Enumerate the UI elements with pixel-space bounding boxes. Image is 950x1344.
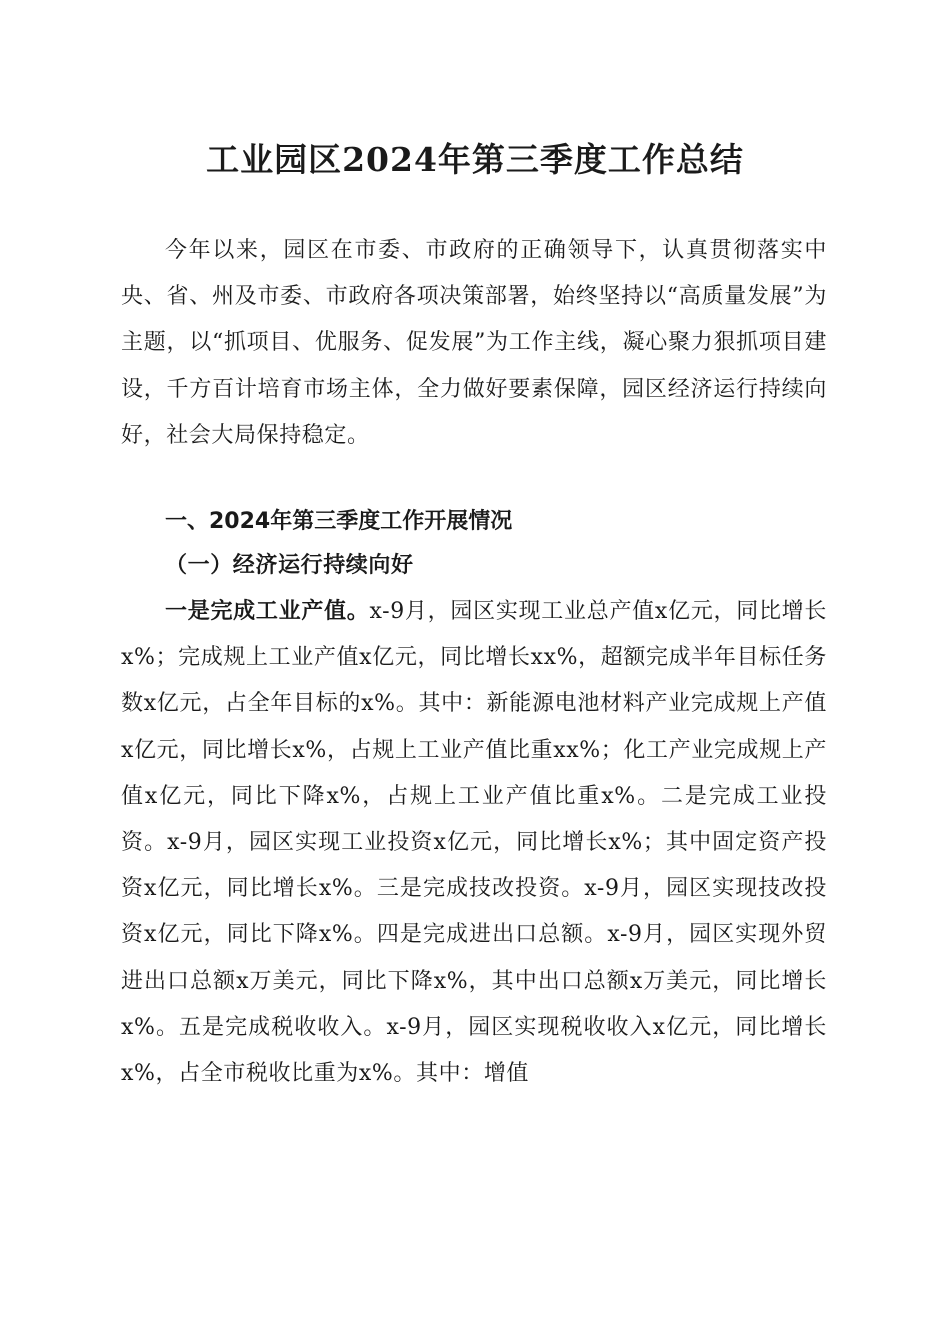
intro-paragraph: 今年以来，园区在市委、市政府的正确领导下，认真贯彻落实中央、省、州及市委、市政府各项决策部署，始终坚持以“高质量发展”为主题，以“抓项目、优服务、促发展”为工作主线，凝心聚力狠抓项目建设，千方百计培育市场主体，全力做好要素保障，园区经济运行持续向好，社会大局保持稳定。 bbox=[121, 238, 827, 448]
economy-paragraph bbox=[121, 588, 827, 1097]
subsection-heading: （一）经济运行持续向好 bbox=[165, 552, 414, 578]
section-heading: 一、2024年第三季度工作开展情况 bbox=[165, 509, 513, 534]
document-title: 工业园区2024年第三季度工作总结 bbox=[206, 140, 744, 179]
paragraph-body: x-9月，园区实现工业总产值x亿元，同比增长x%；完成规上工业产值x亿元，同比增长xx%，超额完成半年目标任务数x亿元，占全年目标的x%。其中：新能源电池材料产业完成规上产值x亿元，同比增长x%，占规上工业产值比重xx%；化工产业完成规上产值x亿元，同比下降x%，占规上工业产值比重x%。二是完成工业投资。x-9月，园区实现工业投资x亿元，同比增长x%；其中固定资产投资x亿元，同比增长x%。三是完成技改投资。x-9月，园区实现技改投资x亿元，同比下降x%。四是完成进出口总额。x-9月，园区实现外贸进出口总额x万美元，同比下降x%，其中出口总额x万美元，同比增长x%。五是完成税收收入。x-9月，园区实现税收收入x亿元，同比增长x%，占全市税收比重为x%。其中：增值 bbox=[121, 599, 828, 1087]
paragraph-lead: 一是完成工业产值。 bbox=[165, 598, 370, 624]
